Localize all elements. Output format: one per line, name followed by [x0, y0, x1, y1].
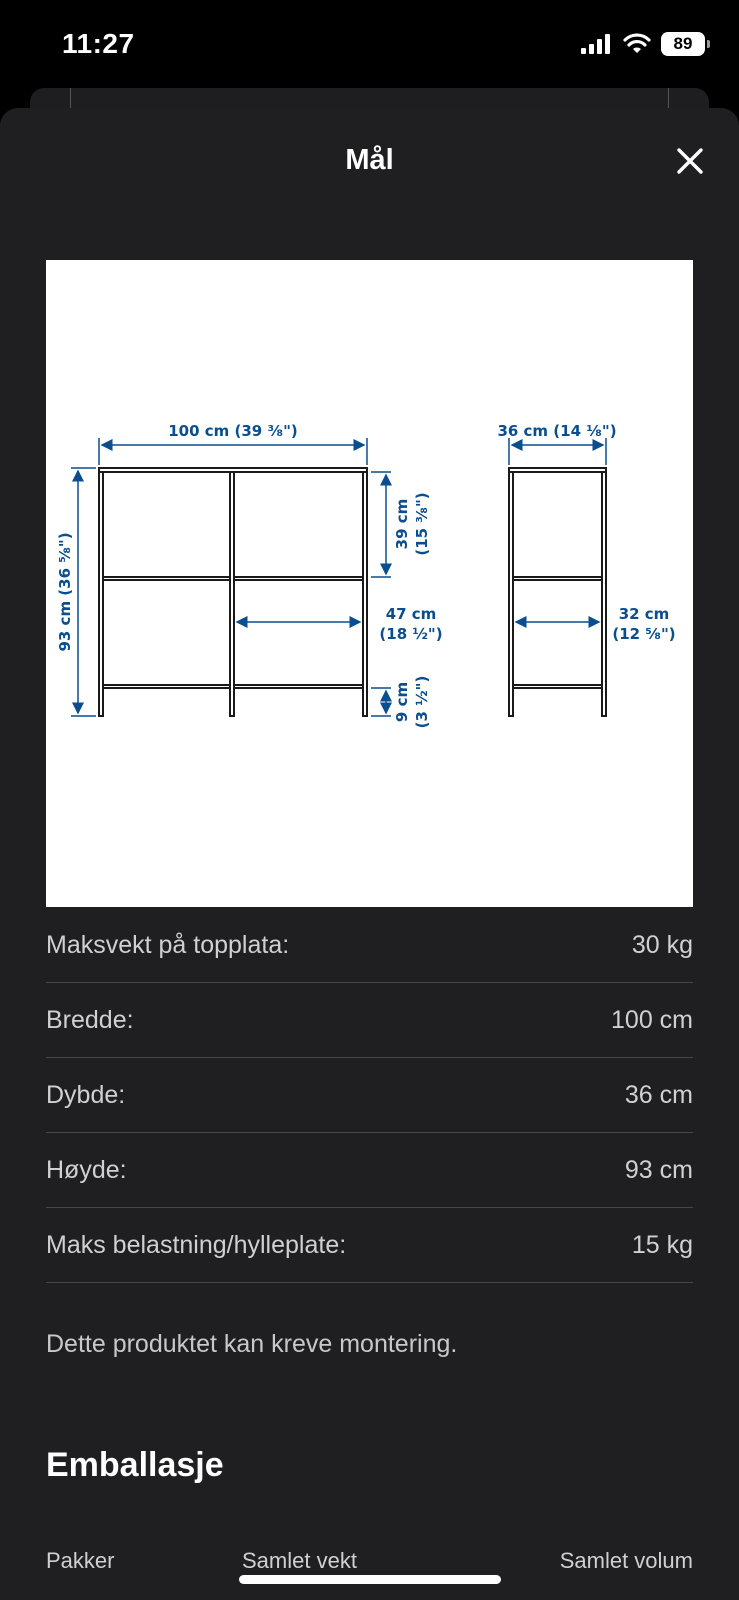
spec-label: Bredde: [46, 1005, 134, 1034]
dimension-diagram [46, 260, 693, 907]
spec-row [46, 983, 693, 1058]
status-bar [0, 0, 739, 90]
close-icon [677, 148, 703, 174]
header-packages: Pakker [46, 1548, 115, 1573]
spec-list [46, 908, 693, 1283]
status-time: 11:27 [62, 28, 135, 59]
packaging-headers [46, 1548, 693, 1574]
spec-value: 93 cm [624, 1155, 693, 1184]
battery-icon [661, 32, 705, 56]
spec-label: Maksvekt på topplata: [46, 930, 290, 959]
inner-depth-inches-label: (12 ⁵⁄₈") [612, 625, 676, 643]
spec-label: Dybde: [46, 1080, 126, 1109]
spec-label: Maks belastning/hylleplate: [46, 1230, 347, 1259]
status-icons [581, 32, 705, 56]
close-button[interactable] [667, 138, 713, 184]
spec-row [46, 908, 693, 983]
front-width-label: 100 cm (39 ³⁄₈") [168, 422, 298, 440]
height-label: 93 cm (36 ⁵⁄₈") [56, 532, 74, 652]
bottom-gap-label: 9 cm [393, 681, 411, 723]
side-depth-label: 36 cm (14 ¹⁄₈") [497, 422, 617, 440]
spec-row [46, 1058, 693, 1133]
spec-value: 36 cm [624, 1080, 693, 1109]
inner-depth-label: 32 cm [618, 605, 670, 623]
home-indicator[interactable] [239, 1575, 501, 1584]
dimensions-sheet [0, 108, 739, 1600]
spec-value: 15 kg [631, 1230, 693, 1259]
bottom-gap-inches-label: (3 ½") [413, 675, 431, 729]
header-total-weight: Samlet vekt [242, 1548, 357, 1573]
spec-value: 100 cm [611, 1005, 693, 1034]
spec-label: Høyde: [46, 1155, 127, 1184]
packaging-title: Emballasje [46, 1446, 224, 1484]
spec-value: 30 kg [631, 930, 693, 959]
battery-level: 89 [673, 34, 693, 53]
header-total-volume: Samlet volum [559, 1548, 693, 1573]
inner-width-inches-label: (18 ½") [379, 625, 443, 643]
shelf-gap-inches-label: (15 ³⁄₈") [413, 492, 431, 556]
front-frame [99, 468, 367, 716]
side-frame [509, 468, 606, 716]
spec-row [46, 1133, 693, 1208]
sheet-title: Mål [345, 144, 394, 176]
cellular-signal-icon [581, 34, 613, 54]
wifi-icon [623, 33, 651, 55]
shelf-dimension-drawing [46, 260, 693, 907]
shelf-gap-label: 39 cm [393, 498, 411, 550]
spec-row [46, 1208, 693, 1283]
assembly-note: Dette produktet kan kreve montering. [46, 1330, 458, 1358]
sheet-header [0, 108, 739, 218]
inner-width-label: 47 cm [385, 605, 437, 623]
